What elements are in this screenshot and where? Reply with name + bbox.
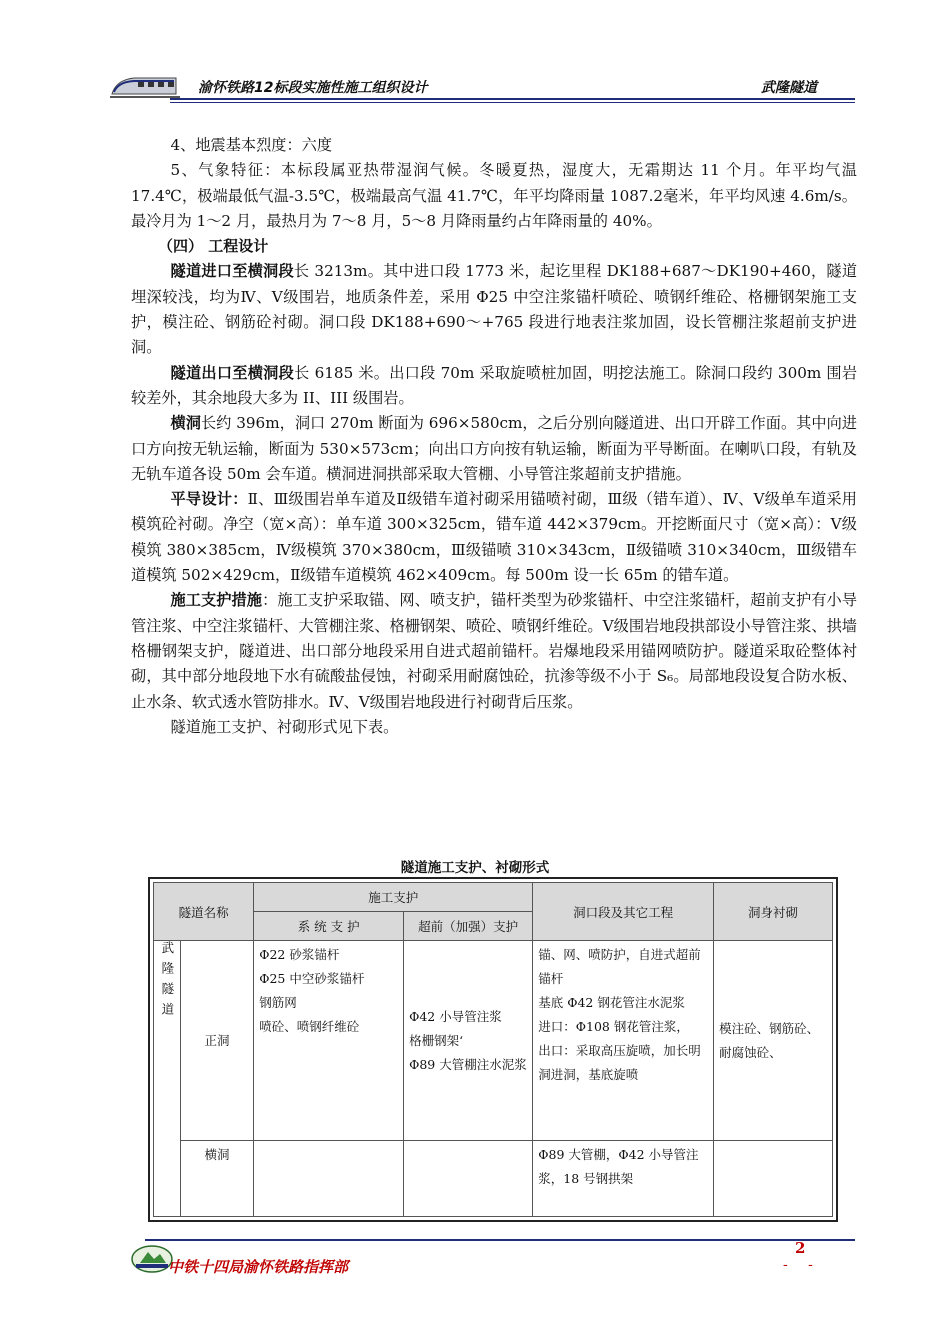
- paragraph-table-ref: 隧道施工支护、衬砌形式见下表。: [170, 717, 399, 736]
- paragraph-climate: 5、气象特征：本标段属亚热带湿润气候。冬暖夏热，湿度大，无霜期达 11 个月。年平均气温 17.4℃，极端最低气温-3.5℃，极端最高气温 41.7℃，年平均降雨量 1087.2毫米，年平均风速 4.6m/s。最冷月为 1～2 月，最热月为 7～8 月，5～8 月降雨量约占年降雨量的 40%。: [131, 161, 857, 230]
- paragraph-parallel: [131, 487, 857, 588]
- list-item: 出口：采取高压旋喷，加长明洞进洞，基底旋喷: [538, 1043, 701, 1082]
- cell-main-lining: 模注砼、钢筋砼、耐腐蚀砼、: [714, 941, 833, 1141]
- cell-adit-advance: [404, 1141, 533, 1217]
- footer-org: 中铁十四局渝怀铁路指挥部: [168, 1258, 349, 1276]
- list-item: Φ42 小导管注浆: [409, 1008, 502, 1024]
- footer-rule: [145, 1239, 855, 1241]
- tunnel-name: 武隆隧道: [159, 941, 175, 1023]
- list-item: 锚、网、喷防护，自进式超前锚杆: [538, 947, 701, 986]
- term-parallel: 平导设计：: [170, 490, 248, 509]
- paragraph-exit: [131, 361, 857, 412]
- cell-tunnel-name: [154, 941, 181, 1217]
- th-portal: 洞口段及其它工程: [533, 883, 714, 941]
- list-item: Φ25 中空砂浆锚杆: [259, 971, 365, 986]
- th-support: 施工支护: [254, 883, 533, 912]
- cell-adit-portal: Φ89 大管棚，Φ42 小导管注浆，18 号钢拱架: [533, 1141, 714, 1217]
- table-title: 隧道施工支护、衬砌形式: [400, 860, 550, 876]
- th-lining: 洞身衬砌: [714, 883, 833, 941]
- th-advance: 超前（加强）支护: [404, 912, 533, 941]
- term-adit: 横洞: [170, 414, 201, 433]
- paragraph-adit: [131, 411, 857, 487]
- list-item: 喷砼、喷钢纤维砼: [259, 1019, 360, 1034]
- page-number: 2: [795, 1239, 806, 1257]
- text-exit: 长 6185 米。出口段 70m 采取旋喷桩加固，明挖法施工。除洞口段约 300m 围岩较差外，其余地段大多为 II、III 级围岩。: [131, 363, 858, 407]
- text-adit: 长约 396m，洞口 270m 断面为 696×580cm，之后分别向隧道进、出口开辟工作面。其中向进口方向按无轨运输，断面为 530×573cm；向出口方向按有轨运输，断面为平导断面。在喇叭口段，有轨及无轨车道各设 50m 会车道。横洞进洞拱部采取大管棚、小导管注浆超前支护措施。: [131, 414, 858, 483]
- body-text: [131, 133, 857, 740]
- cell-adit-lining: [714, 1141, 833, 1217]
- term-entrance: 隧道进口至横洞段: [170, 262, 294, 281]
- term-support: 施工支护措施: [170, 591, 263, 610]
- th-name: 隧道名称: [154, 883, 254, 941]
- cell-main-system: [254, 941, 404, 1141]
- support-table: [148, 877, 838, 1222]
- header-rule-thin: [170, 102, 855, 103]
- page-header: [110, 62, 855, 102]
- header-rule: [170, 98, 855, 100]
- page-dash: - -: [783, 1257, 821, 1273]
- th-system: 系 统 支 护: [254, 912, 404, 941]
- list-item: 钢筋网: [259, 995, 297, 1010]
- list-item: Φ22 砂浆锚杆: [259, 947, 340, 962]
- text-entrance: 长 3213m。其中进口段 1773 米，起讫里程 DK188+687～DK190+460，隧道埋深较浅，均为Ⅳ、Ⅴ级围岩，地质条件差，采用 Φ25 中空注浆锚杆喷砼、喷钢纤维砼、格栅钢架施工支护，模注砼、钢筋砼衬砌。洞口段 DK188+690～+765 段进行地表注浆加固，设长管棚注浆超前支护进洞。: [131, 262, 858, 357]
- header-section-title: 武隆隧道: [761, 80, 817, 96]
- cell-adit-system: [254, 1141, 404, 1217]
- list-item: 基底 Φ42 钢花管注水泥浆: [538, 995, 685, 1010]
- paragraph-support: [131, 588, 857, 714]
- text-parallel: Ⅱ、Ⅲ级围岩单车道及Ⅱ级错车道衬砌采用锚喷衬砌，Ⅲ级（错车道）、Ⅳ、Ⅴ级单车道采用模筑砼衬砌。净空（宽×高）：单车道 300×325cm，错车道 442×379cm。开挖断面尺寸（宽×高）：Ⅴ级模筑 380×385cm，Ⅳ级模筑 370×380cm，Ⅲ级锚喷 310×343cm，Ⅱ级锚喷 310×340cm，Ⅲ级错车道模筑 502×429cm，Ⅱ级错车道模筑 462×409cm。每 500m 设一长 65m 的错车道。: [131, 490, 857, 585]
- train-logo-icon: [110, 72, 180, 100]
- header-doc-title: 渝怀铁路12标段实施性施工组织设计: [198, 80, 428, 96]
- cell-adit-name: 横洞: [180, 1141, 253, 1217]
- paragraph-seismic: 4、地震基本烈度：六度: [170, 136, 333, 154]
- section-heading: （四） 工程设计: [158, 237, 269, 256]
- list-item: 进口：Φ108 钢花管注浆，: [538, 1019, 689, 1034]
- paragraph-entrance: [131, 259, 857, 360]
- term-exit: 隧道出口至横洞段: [170, 363, 295, 382]
- list-item: Φ89 大管棚注水泥浆: [409, 1056, 527, 1072]
- cell-main-portal: [533, 941, 714, 1141]
- list-item: 格栅钢架‘: [409, 1032, 464, 1048]
- text-support: ：施工支护采取锚、网、喷支护，锚杆类型为砂浆锚杆、中空注浆锚杆，超前支护有小导管注浆、中空注浆锚杆、大管棚注浆、格栅钢架、喷砼、喷钢纤维砼。Ⅴ级围岩地段拱部设小导管注浆、拱墙格栅钢架支护，隧道进、出口部分地段采用自进式超前锚杆。岩爆地段采用锚网喷防护。隧道采取砼整体衬砌，其中部分地段地下水有硫酸盐侵蚀，衬砌采用耐腐蚀砼，抗渗等级不小于 S₆。局部地段设复合防水板、止水条、软式透水管防排水。Ⅳ、Ⅴ级围岩地段进行衬砌背后压浆。: [131, 591, 858, 711]
- cell-main-name: 正洞: [180, 941, 253, 1141]
- cell-main-advance: [404, 941, 533, 1141]
